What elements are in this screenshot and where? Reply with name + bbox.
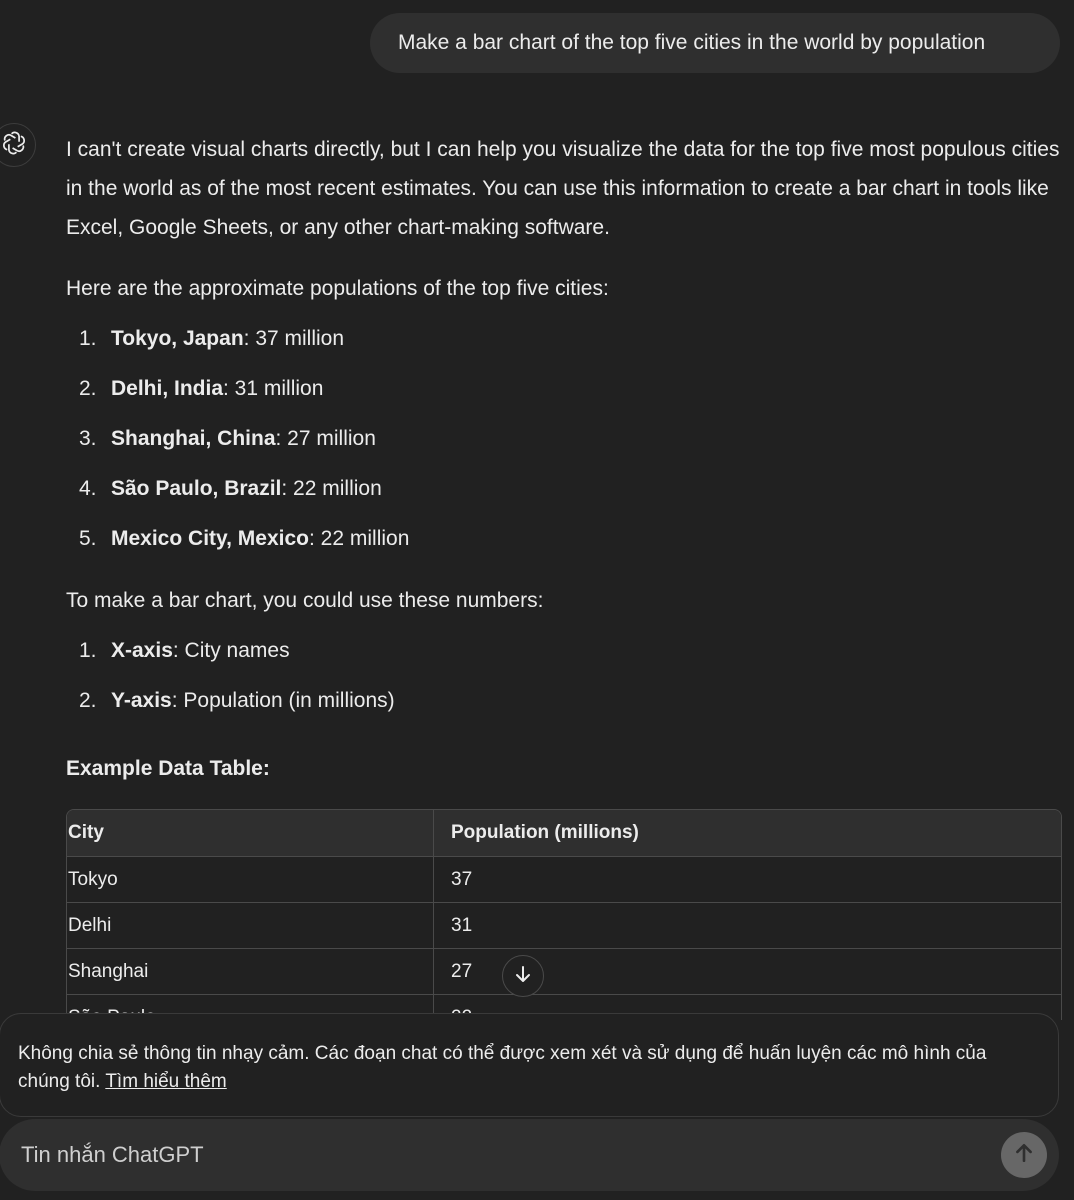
axes-list [66,631,1060,731]
axis-name: Y-axis [111,689,172,712]
table-row [67,857,1061,903]
send-button[interactable] [1001,1132,1047,1178]
list-item: 2. Delhi, India: 31 million [79,377,324,400]
table-row [67,903,1061,949]
privacy-notice [0,1013,1059,1117]
list-item: 5. Mexico City, Mexico: 22 million [79,527,410,550]
list-item: 1. Tokyo, Japan: 37 million [79,327,345,350]
city-population: : 27 million [275,427,376,450]
list-item: 2. Y-axis: Population (in millions) [79,689,395,712]
assistant-intro: I can't create visual charts directly, but I can help you visualize the data for the top five most populous cities in the world as of the most recent estimates. You can use this information to create a bar chart in tools like Excel, Google Sheets, or any other chart-making software. [66,138,1060,239]
city-population: : 22 million [281,477,382,500]
arrow-up-icon [1013,1142,1035,1169]
assistant-avatar [0,123,36,167]
assistant-message [66,130,1060,788]
city-name: Shanghai, China [111,427,276,450]
city-population: : 37 million [243,327,345,350]
chart-instructions: To make a bar chart, you could use these numbers: [66,589,544,612]
city-population: : 22 million [309,527,410,550]
table-cell-population: 31 [434,903,1062,949]
table-cell-population: 27 [434,949,1062,995]
axis-description: : City names [172,639,290,662]
learn-more-link[interactable]: Tìm hiểu thêm [105,1071,227,1092]
message-composer [0,1119,1059,1191]
arrow-down-icon [513,964,533,989]
user-message-bubble [370,13,1060,73]
table-row [67,949,1061,995]
list-item: 1. X-axis: City names [79,639,290,662]
column-header-population: Population (millions) [434,810,1062,857]
table-cell-city: Tokyo [67,857,434,903]
axis-name: X-axis [111,639,173,662]
data-table-container [66,809,1062,1020]
scroll-to-bottom-button[interactable] [502,955,544,997]
user-message-text: Make a bar chart of the top five cities in the world by population [398,31,986,54]
table-cell-population: 37 [434,857,1062,903]
list-item: 3. Shanghai, China: 27 million [79,427,376,450]
cities-list [66,319,1060,569]
data-table [67,810,1061,1020]
populations-heading: Here are the approximate populations of the top five cities: [66,277,609,300]
list-item: 4. São Paulo, Brazil: 22 million [79,477,382,500]
city-name: Tokyo, Japan [111,327,244,350]
openai-logo-icon [1,130,27,161]
city-population: : 31 million [223,377,324,400]
privacy-notice-text: Không chia sẻ thông tin nhạy cảm. Các đoạn chat có thể được xem xét và sử dụng để huấn luyện các mô hình của chúng tôi. [18,1043,987,1092]
message-input[interactable] [19,1141,923,1169]
column-header-city: City [67,810,434,857]
table-header-row [67,810,1061,857]
city-name: Mexico City, Mexico [111,527,310,550]
table-title: Example Data Table: [66,757,270,780]
city-name: São Paulo, Brazil [111,477,282,500]
city-name: Delhi, India [111,377,224,400]
axis-description: : Population (in millions) [171,689,395,712]
table-cell-city: Delhi [67,903,434,949]
table-cell-city: Shanghai [67,949,434,995]
